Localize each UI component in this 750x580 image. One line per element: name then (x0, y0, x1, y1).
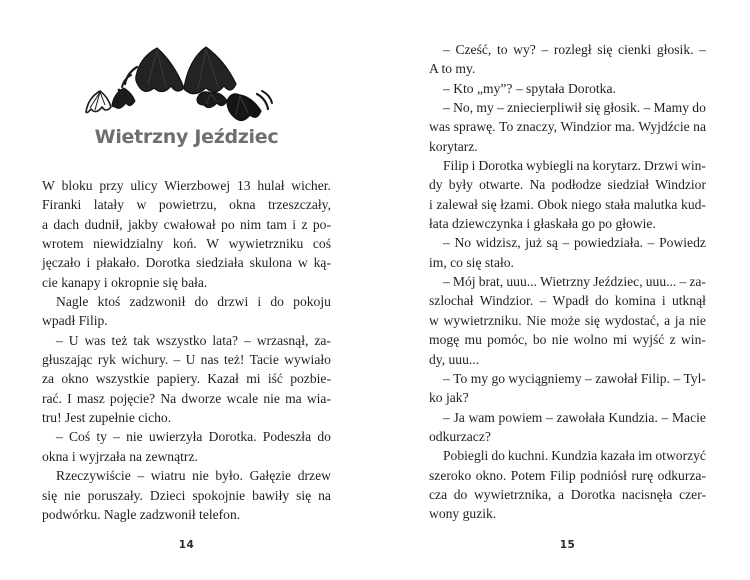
right-page-number: 15 (559, 539, 576, 551)
text-line: Pobiegli do kuchni. Kundzia kazała im otworzyć (443, 448, 706, 464)
text-line: a dach dudnił, jakby cwałował po nim tam i z po- (42, 216, 331, 232)
left-page-text-column (42, 176, 331, 524)
text-line: odkurzacz? (429, 428, 491, 444)
text-line: ko jak? (429, 390, 469, 406)
text-line: szlochał Windzior. – Wpadł do komina i utknął (429, 293, 706, 309)
text-line: dy były otwarte. Na podłodze siedział Windzior (429, 177, 706, 193)
flying-bats-icon (78, 41, 276, 129)
text-line: – No widzisz, już są – powiedziała. – Powiedz (443, 235, 706, 251)
text-line: – No, my – zniecierpliwił się głosik. – Mamy do (443, 100, 706, 116)
text-line: Rzeczywiście – wiatru nie było. Gałęzie drzew (56, 468, 331, 484)
text-line: w wywietrzniku. Nie może się wydostać, a ja nie (429, 312, 706, 328)
text-line: – Cześć, to wy? – rozległ się cienki głosik. – (443, 42, 706, 57)
text-line: mogę mu pomóc, bo nie wolno mi wyjść z win- (429, 332, 706, 348)
text-line: wpadł Filip. (42, 313, 108, 329)
text-line: cie kanapy i okropnie się bała. (42, 274, 208, 290)
text-line: Firanki latały w powietrzu, okna trzeszczały, (42, 197, 331, 213)
text-line: łata dziewczynka i głaskała go po głowie. (429, 216, 656, 232)
text-line: podwórku. Nagle zadzwonił telefon. (42, 506, 241, 522)
text-line: was sprawę. To znaczy, Windzior ma. Wyjdźcie na (429, 119, 706, 135)
text-line: Nagle ktoś zadzwonił do drzwi i do pokoju (56, 294, 331, 310)
text-line: – Ja wam powiem – zawołała Kundzia. – Macie (443, 409, 706, 425)
text-line: A to my. (429, 61, 476, 77)
text-line: wony guzik. (429, 506, 497, 522)
right-page-text-column (429, 40, 706, 524)
text-line: W bloku przy ulicy Wierzbowej 13 hulał wicher. (42, 178, 331, 193)
text-line: okna i wyjrzała na zewnątrz. (42, 448, 198, 464)
text-line: szeroko okno. Potem Filip podniósł rurę odkurza- (429, 467, 706, 483)
right-page (429, 0, 706, 580)
text-line: głuszając ryk wichury. – U nas też! Tacie wywiało (42, 352, 331, 368)
text-line: – Coś ty – nie uwierzyła Dorotka. Podeszła do (56, 429, 331, 445)
text-line: tru! Jest zupełnie cicho. (42, 410, 172, 426)
text-line: – To my go wyciągniemy – zawołał Filip. – Tyl- (443, 370, 706, 386)
text-line: – Mój brat, uuu... Wietrzny Jeździec, uuu... – za- (443, 274, 706, 290)
text-line: wrotem niewidzialny koń. W wywietrzniku coś (42, 236, 331, 252)
text-line: rać. I masz pojęcie? Na dworze wcale nie ma wia- (42, 390, 331, 406)
text-line: – Kto „my”? – spytała Dorotka. (443, 80, 616, 96)
text-line: cza do wywietrznika, a Dorotka nacisnęła czer- (429, 486, 706, 502)
text-line: i zalewał się łzami. Obok niego stała malutka kud- (429, 196, 706, 212)
text-line: jęczało i płakało. Dorotka siedziała skulona w ką- (42, 255, 331, 271)
text-line: się nie poruszały. Dzieci spokojnie bawiły się na (42, 487, 331, 503)
text-line: – U was też tak wszystko lata? – wrzasnął, za- (56, 332, 331, 348)
text-line: dy, uuu... (429, 351, 480, 367)
left-page (42, 0, 331, 580)
left-page-number: 14 (178, 539, 195, 551)
chapter-title: Wietrzny Jeździec (94, 126, 279, 148)
text-line: korytarz. (429, 138, 478, 154)
text-line: im, co się stało. (429, 254, 514, 270)
text-line: za okno wszystkie papiery. Kazał mi iść pozbie- (42, 371, 331, 387)
text-line: Filip i Dorotka wybiegli na korytarz. Drzwi win- (443, 158, 706, 174)
